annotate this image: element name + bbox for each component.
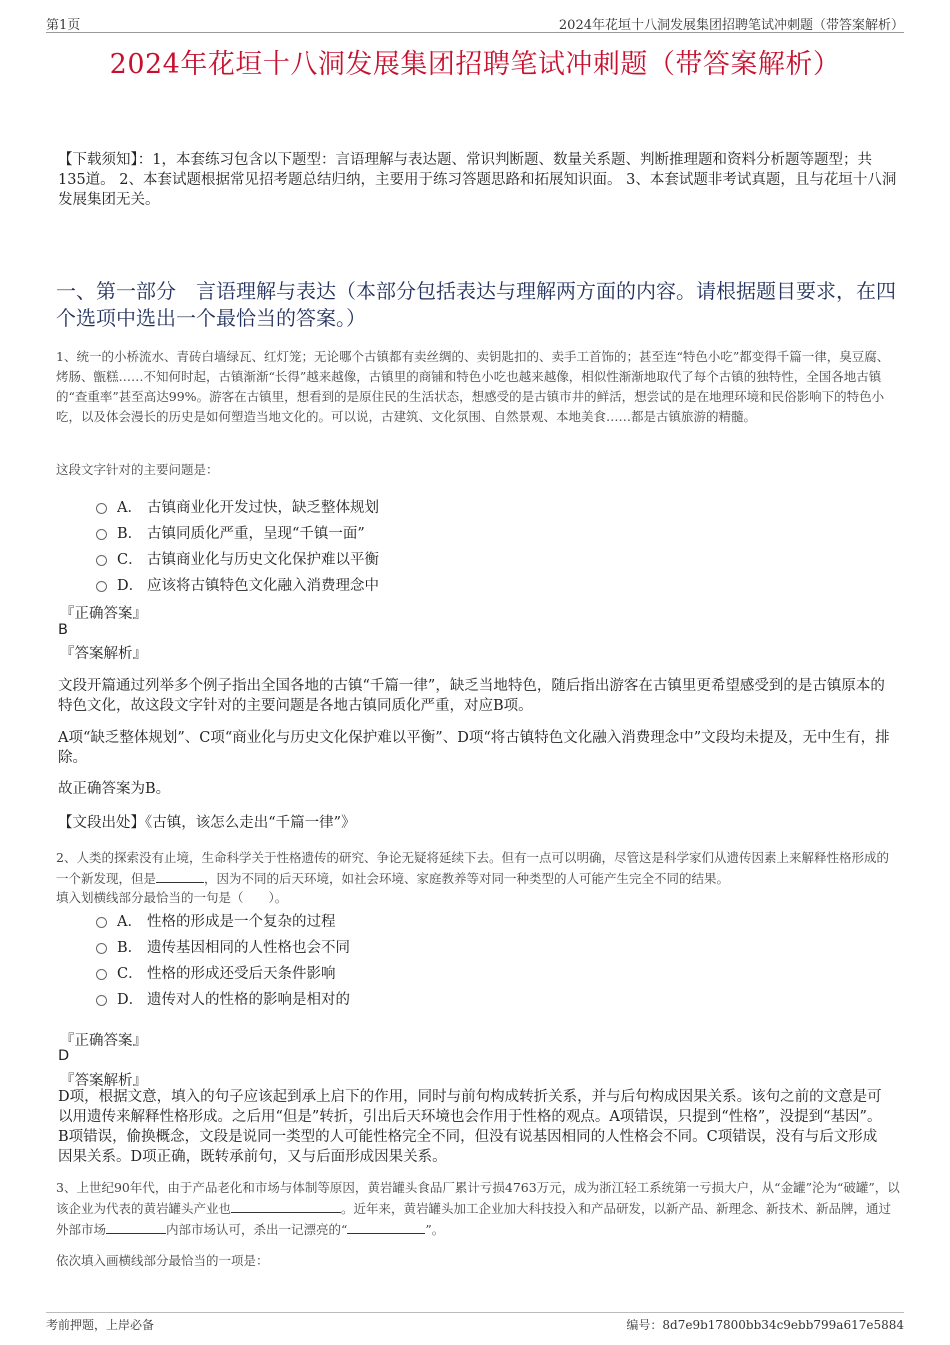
radio-icon[interactable] bbox=[96, 917, 107, 928]
question-1-option-a[interactable] bbox=[96, 496, 379, 517]
question-3-prompt: 依次填入画横线部分最恰当的一项是： bbox=[56, 1253, 269, 1268]
question-2-option-d[interactable] bbox=[96, 988, 350, 1009]
option-text: 古镇商业化与历史文化保护难以平衡 bbox=[147, 552, 379, 568]
download-notice: 【下载须知】：1，本套练习包含以下题型：言语理解与表达题、常识判断题、数量关系题、判断推理题和资料分析题等题型；共135道。 2、本套试题根据常见招考题总结归纳，主要用于练习答题思路和拓展知识面。 3、本套试题非考试真题，且与花垣十八洞发展集团无关。 bbox=[58, 152, 897, 208]
question-2-text-after: ，因为不同的后天环境，如社会环境、家庭教养等对同一种类型的人可能产生完全不同的结果。 bbox=[204, 871, 730, 886]
option-letter: D． bbox=[117, 578, 144, 594]
question-2-text-before: 2、人类的探索没有止境，生命科学关于性格遗传的研究、争论无疑将延续下去。但有一点可以明确，尽管这是科学家们从遗传因素上来解释性格形成的一个新发现，但是 bbox=[56, 850, 889, 886]
question-1-analysis-label: 『答案解析』 bbox=[60, 646, 147, 662]
option-text: 性格的形成还受后天条件影响 bbox=[147, 966, 336, 982]
question-1-answer: B bbox=[58, 622, 68, 638]
radio-icon[interactable] bbox=[96, 943, 107, 954]
question-2-analysis-paragraph: D项，根据文意，填入的句子应该起到承上启下的作用，同时与前句构成转折关系，并与后句构成因果关系。该句之前的文意是可以用遗传来解释性格形成。之后用“但是”转折，引出后天环境也会作用于性格的观点。A项错误，只提到“性格”，没提到“基因”。B项错误，偷换概念，文段是说同一类型的人可能性格完全不同，但没有说基因相同的人性格会不同。C项错误，没有与后文形成因果关系。D项正确，既转承前句，又与后面形成因果关系。 bbox=[58, 1089, 882, 1165]
footer-divider bbox=[46, 1312, 904, 1313]
fill-blank bbox=[231, 1198, 341, 1213]
question-2-option-c[interactable] bbox=[96, 962, 336, 983]
question-2-prompt: 填入划横线部分最恰当的一句是（ ）。 bbox=[56, 890, 288, 905]
fill-blank bbox=[347, 1219, 425, 1234]
header-divider bbox=[46, 32, 904, 33]
question-1-source: 【文段出处】《古镇，该怎么走出“千篇一律”》 bbox=[58, 815, 356, 831]
question-1-analysis-paragraph: 故正确答案为B。 bbox=[58, 781, 171, 797]
option-text: 古镇商业化开发过快，缺乏整体规划 bbox=[147, 500, 379, 516]
question-3-text-part: ”。 bbox=[425, 1222, 445, 1237]
running-header-title: 2024年花垣十八洞发展集团招聘笔试冲刺题（带答案解析） bbox=[558, 18, 904, 33]
option-letter: B． bbox=[117, 526, 143, 542]
option-letter: C． bbox=[117, 552, 143, 568]
footer-document-id: 编号：8d7e9b17800bb34c9ebb799a617e5884 bbox=[626, 1318, 904, 1332]
question-1-prompt: 这段文字针对的主要问题是： bbox=[56, 462, 219, 477]
option-text: 遗传基因相同的人性格也会不同 bbox=[147, 940, 350, 956]
question-1-analysis-paragraph: A项“缺乏整体规划”、C项“商业化与历史文化保护难以平衡”、D项“将古镇特色文化融入消费理念中”文段均未提及，无中生有，排除。 bbox=[58, 730, 890, 766]
question-2-text bbox=[56, 848, 901, 889]
question-3-text-part: 内部市场认可，杀出一记漂亮的“ bbox=[166, 1222, 348, 1237]
question-3-text bbox=[56, 1178, 901, 1240]
question-3-text-part: 3、上世纪90年代，由于产品老化和市场与体制等原因，黄岩罐头食品厂累计亏损4763万元，成为浙江轻工系统第一亏损大户，从“金罐”沦为“破罐”，以该企业为代表的黄岩罐头产业也 bbox=[56, 1180, 900, 1216]
option-letter: C． bbox=[117, 966, 143, 982]
option-letter: A． bbox=[117, 914, 142, 930]
option-letter: A． bbox=[117, 500, 142, 516]
document-title: 2024年花垣十八洞发展集团招聘笔试冲刺题（带答案解析） bbox=[109, 49, 841, 80]
radio-icon[interactable] bbox=[96, 529, 107, 540]
question-2-answer-label: 『正确答案』 bbox=[60, 1033, 147, 1049]
radio-icon[interactable] bbox=[96, 555, 107, 566]
question-1-option-d[interactable] bbox=[96, 574, 379, 595]
option-text: 应该将古镇特色文化融入消费理念中 bbox=[147, 578, 379, 594]
radio-icon[interactable] bbox=[96, 995, 107, 1006]
radio-icon[interactable] bbox=[96, 969, 107, 980]
question-1-option-b[interactable] bbox=[96, 522, 365, 543]
question-2-option-b[interactable] bbox=[96, 936, 350, 957]
option-text: 古镇同质化严重，呈现“千镇一面” bbox=[147, 526, 365, 542]
section-heading: 一、第一部分 言语理解与表达（本部分包括表达与理解两方面的内容。请根据题目要求，在四个选项中选出一个最恰当的答案。） bbox=[56, 279, 896, 330]
option-letter: D． bbox=[117, 992, 144, 1008]
fill-blank bbox=[106, 1219, 166, 1234]
fill-blank bbox=[156, 868, 204, 883]
radio-icon[interactable] bbox=[96, 581, 107, 592]
question-1-answer-label: 『正确答案』 bbox=[60, 606, 147, 622]
footer-slogan: 考前押题，上岸必备 bbox=[46, 1318, 155, 1332]
question-2-option-a[interactable] bbox=[96, 910, 336, 931]
question-2-answer: D bbox=[58, 1048, 70, 1064]
option-letter: B． bbox=[117, 940, 143, 956]
question-1-option-c[interactable] bbox=[96, 548, 379, 569]
question-2-analysis-label: 『答案解析』 bbox=[60, 1073, 147, 1089]
page-number: 第1页 bbox=[46, 18, 81, 33]
question-1-analysis-paragraph: 文段开篇通过列举多个例子指出全国各地的古镇“千篇一律”，缺乏当地特色，随后指出游客在古镇里更希望感受到的是古镇原本的特色文化，故这段文字针对的主要问题是各地古镇同质化严重，对应B项。 bbox=[58, 678, 885, 714]
option-text: 性格的形成是一个复杂的过程 bbox=[147, 914, 336, 930]
option-text: 遗传对人的性格的影响是相对的 bbox=[147, 992, 350, 1008]
radio-icon[interactable] bbox=[96, 503, 107, 514]
question-1-text: 1、统一的小桥流水、青砖白墙绿瓦、红灯笼；无论哪个古镇都有卖丝绸的、卖钥匙扣的、卖手工首饰的；甚至连“特色小吃”都变得千篇一律，臭豆腐、烤肠、甑糕……不知何时起，古镇渐渐“长得”越来越像，古镇里的商铺和特色小吃也越来越像，相似性渐渐地取代了每个古镇的独特性，全国各地古镇的“查重率”甚至高达99%。游客在古镇里，想看到的是原住民的生活状态，想感受的是古镇市井的鲜活，想尝试的是在地理环境和民俗影响下的特色小吃，以及体会漫长的历史是如何塑造当地文化的。可以说，古建筑、文化氛围、自然景观、本地美食……都是古镇旅游的精髓。 bbox=[56, 349, 890, 424]
question-3-text-part: 。近年来，黄岩罐头加工企业加大科技投入和产品研发，以新产品、新理念、新技术、新品牌，通过外部市场 bbox=[56, 1201, 892, 1237]
